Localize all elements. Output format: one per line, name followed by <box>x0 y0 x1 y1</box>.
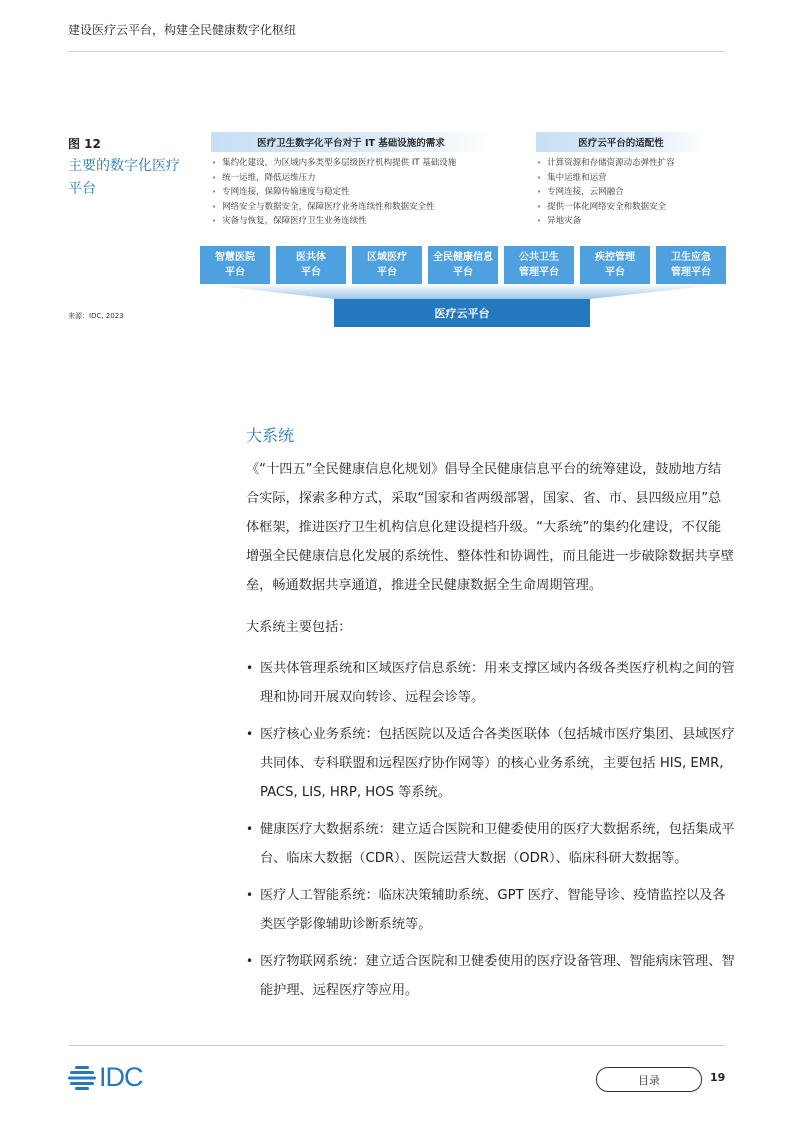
list-item: • 统一运维，降低运维压力 <box>212 171 456 186</box>
list-item: • 异地灾备 <box>537 214 675 229</box>
list-item: • 医疗核心业务系统：包括医院以及适合各类医联体（包括城市医疗集团、县域医疗共同体、专科联盟和远程医疗协作网等）的核心业务系统，主要包括 HIS, EMR, PACS, LIS, HRP, HOS 等系统。 <box>246 720 736 807</box>
section-paragraph <box>246 455 734 600</box>
systems-list <box>246 654 736 1013</box>
list-item: • 集约化建设，为区域内多类型多层级医疗机构提供 IT 基础设施 <box>212 156 456 171</box>
list-item: • 网络安全与数据安全，保障医疗业务连续性和数据安全性 <box>212 200 456 215</box>
list-item: • 提供一体化网络安全和数据安全 <box>537 200 675 215</box>
list-item: • 医共体管理系统和区域医疗信息系统：用来支撑区域内各级各类医疗机构之间的管理和协同开展双向转诊、远程会诊等。 <box>246 654 736 712</box>
platform-national-health-info: 全民健康信息 平台 <box>428 246 498 284</box>
list-item: • 专网连接，保障传输速度与稳定性 <box>212 185 456 200</box>
cloud-fit-heading: 医疗云平台的适配性 <box>536 132 706 152</box>
figure-number: 图 12 <box>68 137 101 151</box>
idc-logo <box>68 1062 143 1093</box>
table-of-contents-button[interactable]: 目录 <box>596 1067 702 1092</box>
it-requirements-list <box>212 156 456 229</box>
platform-medical-community: 医共体 平台 <box>276 246 346 284</box>
figure-source: 来源：IDC, 2023 <box>68 312 124 320</box>
list-item: • 医疗物联网系统：建立适合医院和卫健委使用的医疗设备管理、智能病床管理、智能护理、远程医疗等应用。 <box>246 947 736 1005</box>
platform-health-emergency: 卫生应急 管理平台 <box>656 246 726 284</box>
header-divider <box>68 51 725 52</box>
list-item: • 灾备与恢复，保障医疗卫生业务连续性 <box>212 214 456 229</box>
platform-smart-hospital: 智慧医院 平台 <box>200 246 270 284</box>
list-item: • 集中运维和运营 <box>537 171 675 186</box>
list-item: • 医疗人工智能系统：临床决策辅助系统、GPT 医疗、智能导诊、疫情监控以及各类医学影像辅助诊断系统等。 <box>246 881 736 939</box>
funnel-connector <box>200 284 726 299</box>
running-header-title: 建设医疗云平台，构建全民健康数字化枢纽 <box>68 23 297 37</box>
figure-title: 主要的数字化医疗平台 <box>68 158 180 197</box>
platform-disease-control: 疾控管理 平台 <box>580 246 650 284</box>
it-requirements-heading: 医疗卫生数字化平台对于 IT 基础设施的需求 <box>211 132 491 152</box>
logo-text: IDC <box>99 1062 143 1092</box>
cloud-fit-list <box>537 156 675 229</box>
page-number: 19 <box>710 1071 726 1084</box>
medical-cloud-platform: 医疗云平台 <box>334 299 590 327</box>
section-title: 大系统 <box>246 426 295 445</box>
paragraph-text: 《“十四五”全民健康信息化规划》倡导全民健康信息平台的统筹建设，鼓励地方结合实际，探索多种方式，采取“国家和省两级部署，国家、省、市、县四级应用”总体框架，推进医疗卫生机构信息化建设提档升级。“大系统”的集约化建设，不仅能增强全民健康信息化发展的系统性、整体性和协调性，而且能进一步破除数据共享壁垒，畅通数据共享通道，推进全民健康数据全生命周期管理。 <box>246 462 734 593</box>
platform-public-health: 公共卫生 管理平台 <box>504 246 574 284</box>
globe-stripes-icon <box>68 1065 96 1091</box>
footer-divider <box>68 1045 725 1046</box>
list-item: • 专网连接，云网融合 <box>537 185 675 200</box>
list-item: • 健康医疗大数据系统：建立适合医院和卫健委使用的医疗大数据系统，包括集成平台、临床大数据（CDR）、医院运营大数据（ODR）、临床科研大数据等。 <box>246 815 736 873</box>
platform-row <box>200 246 726 284</box>
systems-intro: 大系统主要包括： <box>246 620 352 635</box>
platform-regional-medical: 区域医疗 平台 <box>352 246 422 284</box>
list-item: • 计算资源和存储资源动态弹性扩容 <box>537 156 675 171</box>
